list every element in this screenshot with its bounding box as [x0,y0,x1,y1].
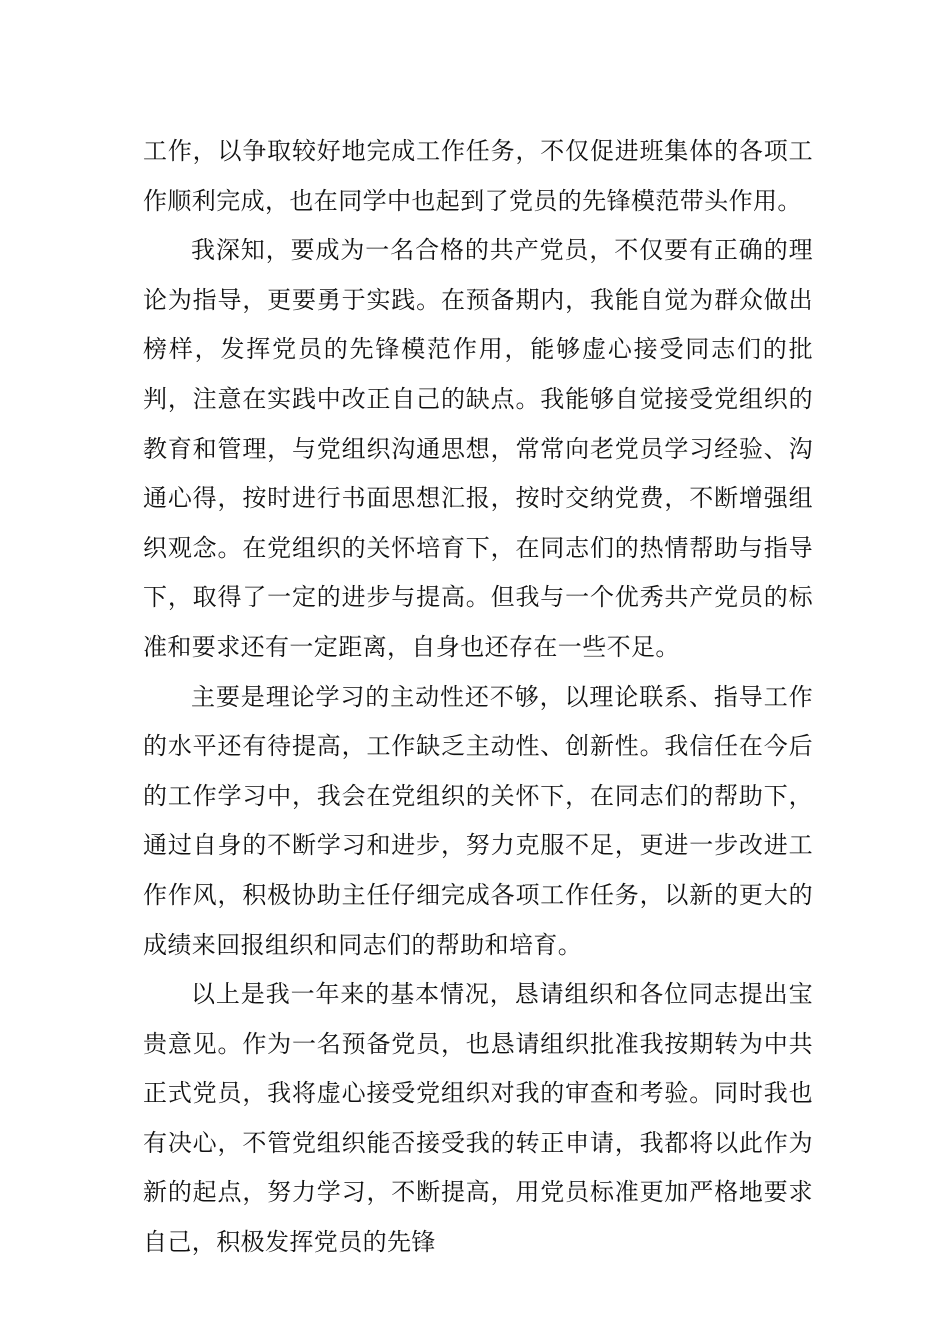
document-body [143,127,813,1268]
paragraph-1: 工作，以争取较好地完成工作任务，不仅促进班集体的各项工作顺利完成，也在同学中也起到了党员的先锋模范带头作用。 [143,137,813,215]
paragraph-4: 以上是我一年来的基本情况，恳请组织和各位同志提出宝贵意见。作为一名预备党员，也恳请组织批准我按期转为中共正式党员，我将虚心接受党组织对我的审查和考验。同时我也有决心，不管党组织能否接受我的转正申请，我都将以此作为新的起点，努力学习，不断提高，用党员标准更加严格地要求自己，积极发挥党员的先锋 [143,980,813,1257]
paragraph-2: 我深知，要成为一名合格的共产党员，不仅要有正确的理论为指导，更要勇于实践。在预备期内，我能自觉为群众做出榜样，发挥党员的先锋模范作用，能够虚心接受同志们的批判，注意在实践中改正自己的缺点。我能够自觉接受党组织的教育和管理，与党组织沟通思想，常常向老党员学习经验、沟通心得，按时进行书面思想汇报，按时交纳党费，不断增强组织观念。在党组织的关怀培育下，在同志们的热情帮助与指导下，取得了一定的进步与提高。但我与一个优秀共产党员的标准和要求还有一定距离，自身也还存在一些不足。 [143,236,813,661]
paragraph-3: 主要是理论学习的主动性还不够，以理论联系、指导工作的水平还有待提高，工作缺乏主动性、创新性。我信任在今后的工作学习中，我会在党组织的关怀下，在同志们的帮助下，通过自身的不断学习和进步，努力克服不足，更进一步改进工作作风，积极协助主任仔细完成各项工作任务，以新的更大的成绩来回报组织和同志们的帮助和培育。 [143,682,813,959]
